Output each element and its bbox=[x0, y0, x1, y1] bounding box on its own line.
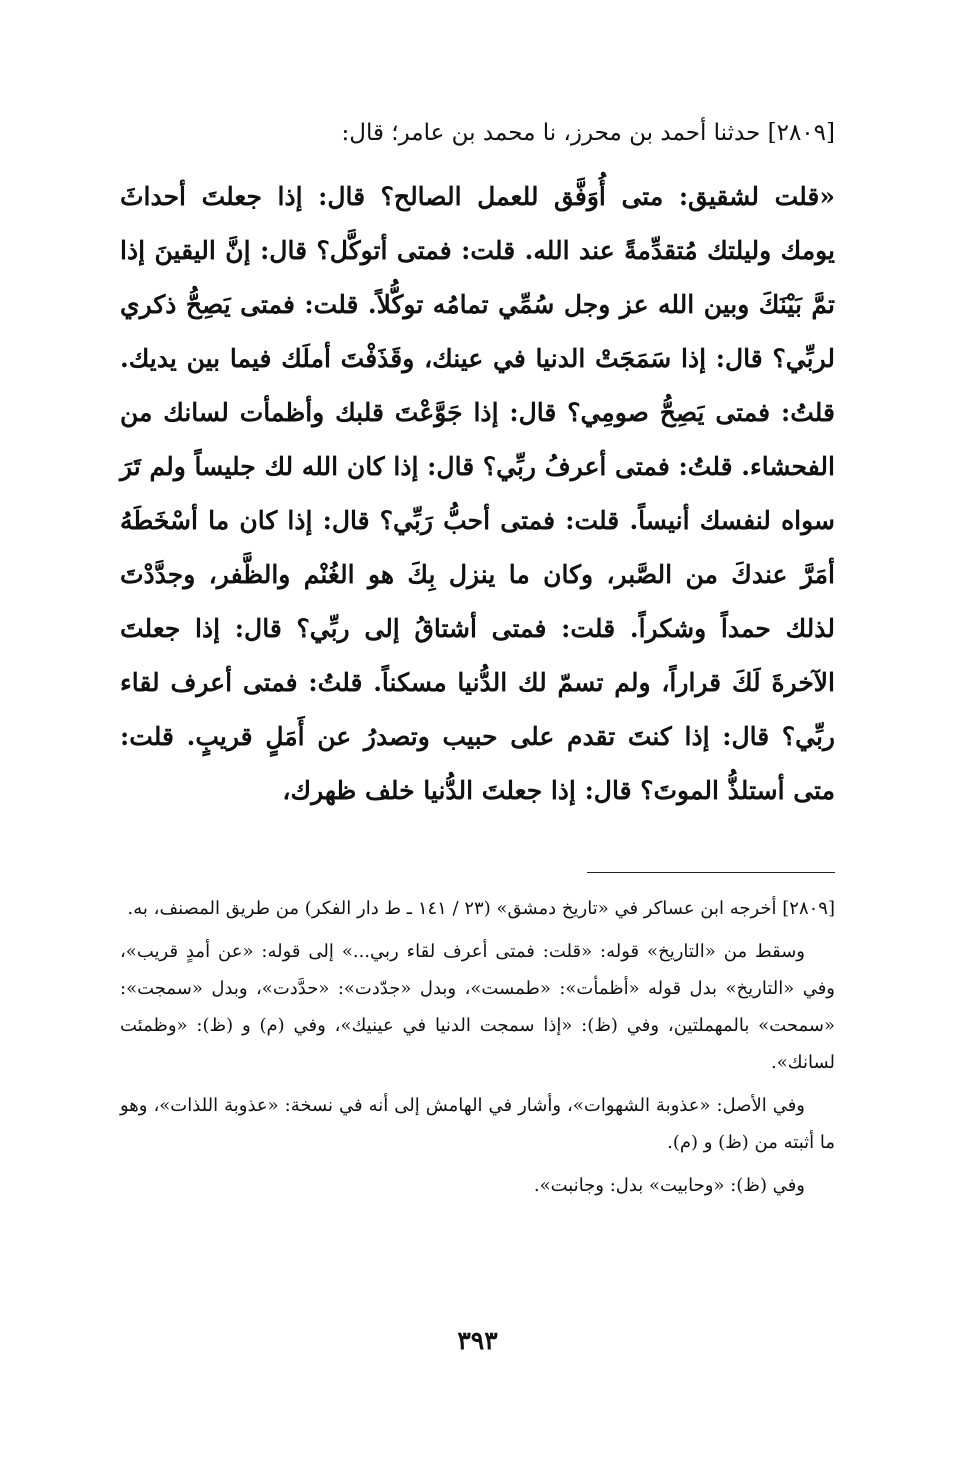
footnote-source: [٢٨٠٩] أخرجه ابن عساكر في «تاريخ دمشق» (٢٣ / ١٤١ ـ ط دار الفكر) من طريق المصنف، به. bbox=[127, 898, 835, 919]
body-paragraph: «قلت لشقيق: متى أُوَفَّق للعمل الصالح؟ قال: إذا جعلتَ أحداثَ يومك وليلتك مُتقدِّمةً عند الله. قلت: فمتى أتوكَّل؟ قال: إنَّ اليقينَ إذا تمَّ بَيْنَكَ وبين الله عز وجل سُمِّي تمامُه توكُّلاً. قلت: فمتى يَصِحُّ ذكري لربِّي؟ قال: إذا سَمَجَتْ الدنيا في عينك، وقَذَفْتَ أملَك فيما بين يديك. قلتُ: فمتى يَصِحُّ صومِي؟ قال: إذا جَوَّعْتَ قلبك وأظمأت لسانك من الفحشاء. قلتُ: فمتى أعرفُ ربِّي؟ قال: إذا كان الله لك جليساً ولم تَرَ سواه لنفسك أنيساً. قلت: فمتى أحبُّ رَبِّي؟ قال: إذا كان ما أسْخَطَهُ أمَرَّ عندكَ من الصَّبر، وكان ما ينزل بِكَ هو الغُنْم والظَّفر، وجدَّدْتَ لذلك حمداً وشكراً. قلت: فمتى أشتاقُ إلى ربِّي؟ قال: إذا جعلتَ الآخرةَ لَكَ قراراً، ولم تسمّ لك الدُّنيا مسكناً. قلتُ: فمتى أعرف لقاء ربِّي؟ قال: إذا كنتَ تقدم على حبيب وتصدرُ عن أَمَلٍ قريبٍ. قلت: متى أستلذُّ الموتَ؟ قال: إذا جعلتَ الدُّنيا خلف ظهرك، bbox=[120, 182, 835, 805]
footnotes bbox=[120, 890, 835, 1210]
main-text bbox=[120, 170, 835, 818]
page-number: ٣٩٣ bbox=[457, 1326, 498, 1355]
footnote-zaa: وفي (ظ): «وحابيت» بدل: وجانبت». bbox=[533, 1175, 805, 1196]
hadith-heading: [٢٨٠٩] حدثنا أحمد بن محرز، نا محمد بن عامر؛ قال: bbox=[341, 120, 835, 146]
footnote-variants: وسقط من «التاريخ» قوله: «قلت: فمتى أعرف لقاء ربي...» إلى قوله: «عن أمدٍ قريب»، وفي «التاريخ» بدل قوله «أظمأت»: «طمست»، وبدل «جدّدت»: «حدَّدت»، وبدل «سمجت»: «سمحت» بالمهملتين، وفي (ظ): «إذا سمجت الدنيا في عينيك»، وفي (م) و (ظ): «وظمئت لسانك». bbox=[120, 941, 835, 1073]
footnote-divider bbox=[587, 872, 835, 873]
footnote-original: وفي الأصل: «عذوبة الشهوات»، وأشار في الهامش إلى أنه في نسخة: «عذوبة اللذات»، وهو ما أثبته من (ظ) و (م). bbox=[120, 1095, 835, 1153]
